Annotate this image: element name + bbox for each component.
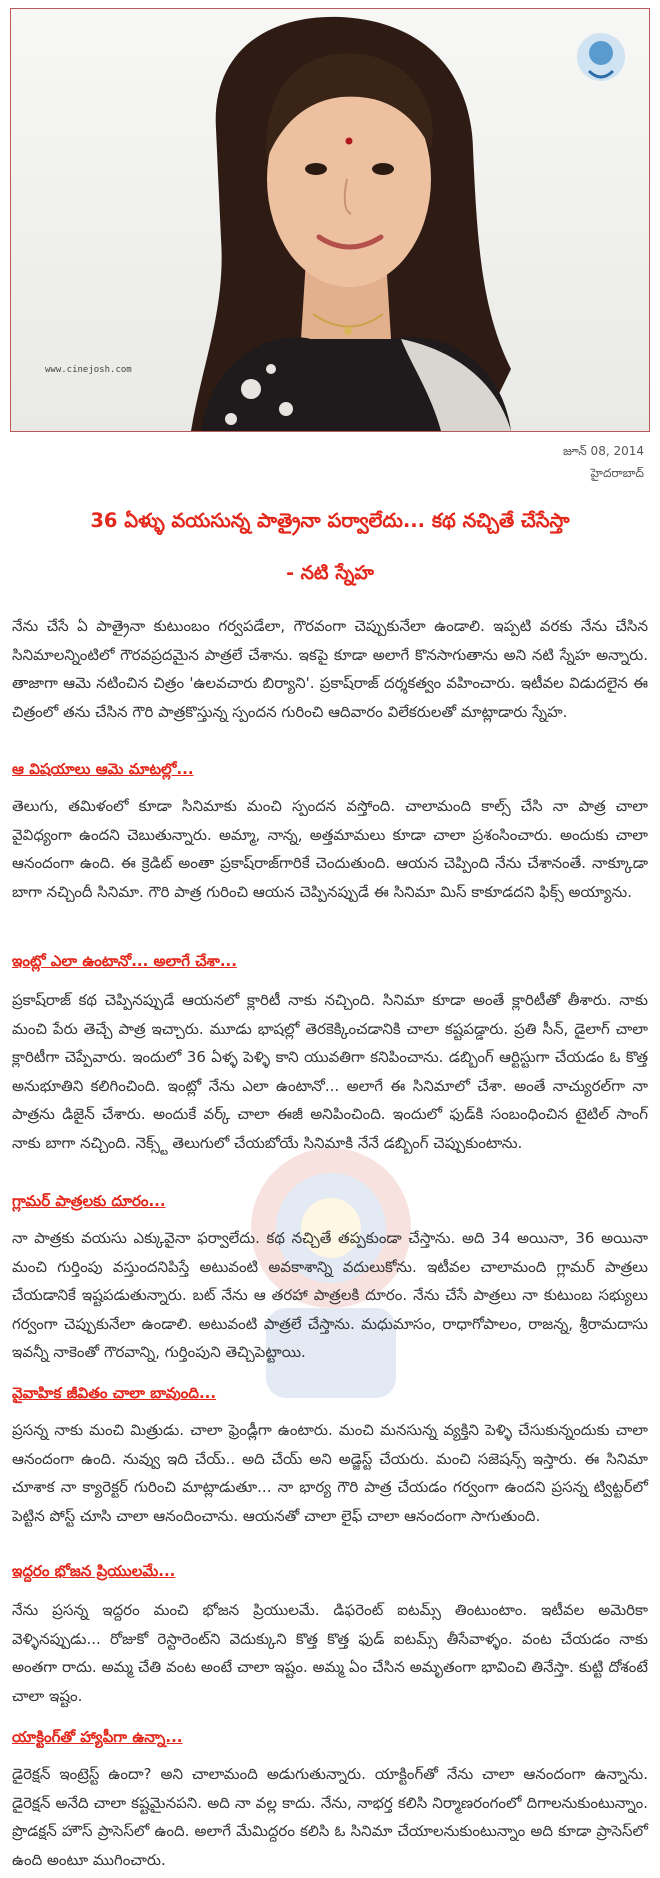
section-4-paragraph: ప్రసన్న నాకు మంచి మిత్రుడు. చాలా ఫ్రెండ్లీగా ఉంటారు. మంచి మనసున్న వ్యక్తిని పెళ్ళి చేసుకున్నందుకు చాలా ఆనందంగా ఉంది. నువ్వు ఇది చేయ్.. అది చేయ్ అని అడ్జెస్ట్ చేయరు. మంచి సజెషన్స్ ఇస్తారు. ఈ సినిమా చూశాక నా క్యారెక్టర్ గురించి మాట్లాడుతూ... నా భార్య గౌరి పాత్ర చేయడం గర్వంగా ఉందని ప్రసన్న ట్విట్టర్‌లో పెట్టిన పోస్ట్ చూసి చాలా ఆనందించాను. ఆయనతో చాలా లైఫ్ చాలా ఆనందంగా సాగుతుంది. <box>12 1421 648 1525</box>
subheading-6: యాక్టింగ్‌తో హ్యాపీగా ఉన్నా... <box>12 1728 183 1746</box>
article-headline: 36 ఏళ్ళు వయసున్న పాత్రైనా పర్వాలేదు... కథ నచ్చితే చేసేస్తా <box>90 509 570 532</box>
article-byline: - నటి స్నేహ <box>286 562 374 584</box>
section-6-paragraph: డైరెక్షన్ ఇంట్రెస్ట్ ఉందా? అని చాలామంది అడుగుతున్నారు. యాక్టింగ్‌తో నేను చాలా ఆనందంగా ఉన్నాను. డైరెక్షన్ అనేది చాలా కష్టమైనపని. అది నా వల్ల కాదు. నేను, నాభర్త కలిసి నిర్మాణరంగంలో దిగాలనుకుంటున్నాం. ప్రొడక్షన్ హౌస్ ప్రాసెస్‌లో ఉంది. అలాగే మేమిద్దరం కలిసి ఓ సినిమా చేయాలనుకుంటున్నాం అది కూడా ప్రాసెస్‌లో ఉంది అంటూ ముగించారు. <box>12 1765 649 1869</box>
section-2-paragraph: ప్రకాష్‌రాజ్ కథ చెప్పినప్పుడే ఆయనలో క్లారిటీ నాకు నచ్చింది. సినిమా కూడా అంతే క్లారిటీతో తీశారు. నాకు మంచి పేరు తెచ్చే పాత్ర ఇచ్చారు. మూడు భాషల్లో తెరకెక్కించడానికి చాలా కష్టపడ్డారు. ప్రతి సీన్, డైలాగ్ చాలా క్లారిటీగా చెప్పేవారు. ఇందులో 36 ఏళ్ళ పెళ్ళి కాని యువతిగా కనిపించాను. డబ్బింగ్ ఆర్టిస్టుగా చేయడం ఓ కొత్త అనుభూతిని కలిగించింది. ఇంట్లో నేను ఎలా ఉంటానో... అలాగే ఈ సినిమాలో చేశా. అంతే నాచ్యురల్‌గా నా పాత్రను డిజైన్ చేశారు. అందుకే వర్క్ చాలా ఈజీ అనిపించింది. ఇందులో ఫుడ్‌కి సంబంధించిన టైటిల్ సాంగ్ నాకు బాగా నచ్చింది. నెక్స్ట్ తెలుగులో చేయబోయే సినిమాకి నేనే డబ్బింగ్ చెప్పుకుంటాను. <box>12 991 648 1152</box>
intro-paragraph: నేను చేసే ఏ పాత్రైనా కుటుంబం గర్వపడేలా, గౌరవంగా చెప్పుకునేలా ఉండాలి. ఇప్పటి వరకు నేను చేసిన సినిమాలన్నింటిలో గౌరవప్రదమైన పాత్రలే చేశాను. ఇకపై కూడా అలాగే కొనసాగుతాను అని నటి స్నేహ అన్నారు. తాజాగా ఆమె నటించిన చిత్రం 'ఉలవచారు బిర్యాని'. ప్రకాష్‌రాజ్ దర్శకత్వం వహించారు. ఇటీవల విడుదలైన ఈ చిత్రంలో తను చేసిన గౌరి పాత్రకొస్తున్న స్పందన గురించి ఆదివారం విలేకరులతో మాట్లాడారు స్నేహ. <box>12 617 648 721</box>
photo-watermark: www.cinejosh.com <box>45 365 132 375</box>
section-5-paragraph: నేను ప్రసన్న ఇద్దరం మంచి భోజన ప్రియులమే. డిఫరెంట్ ఐటమ్స్ తింటుంటాం. ఇటీవల అమెరికా వెళ్ళినప్పుడు... రోజుకో రెస్టారెంట్‌ని వెదుక్కుని కొత్త కొత్త ఫుడ్ ఐటమ్స్ తీసేవాళ్ళం. వంట చేయడం నాకు అంతగా రాదు. అమ్మ చేతి వంట అంటే చాలా ఇష్టం. అమ్మ ఏం చేసిన అమృతంగా భావించి తినేస్తా. కుట్టి దోశంటే చాలా ఇష్టం. <box>12 1601 648 1705</box>
section-3-paragraph: నా పాత్రకు వయసు ఎక్కువైనా ఫర్వాలేదు. కథ నచ్చితే తప్పకుండా చేస్తాను. అది 34 అయినా, 36 అయినా మంచి గుర్తింపు వస్తుందనిపిస్తే అటువంటి అవకాశాన్ని వదులుకోను. ఇటీవల చాలామంది గ్లామర్ పాత్రలు చేయడానికే ఇష్టపడుతున్నారు. బట్ నేను ఆ తరహా పాత్రలకి దూరం. నేను చేసే పాత్రలు నా కుటుంబ సభ్యులు గర్వంగా చెప్పుకునేలా ఉండాలి. అటువంటి పాత్రలే చేస్తాను. మధుమాసం, రాధాగోపాలం, రాజన్న, శ్రీరామదాసు ఇవన్నీ నాకెంతో గౌరవాన్ని, గుర్తింపుని తెచ్చిపెట్టాయి. <box>12 1229 648 1362</box>
article-location: హైదరాబాద్ <box>590 466 644 480</box>
subheading-5: ఇద్దరం భోజన ప్రియులమే... <box>12 1562 176 1580</box>
subheading-2: ఇంట్లో ఎలా ఉంటానో... అలాగే చేశా... <box>12 952 237 970</box>
site-logo <box>577 33 625 81</box>
subheading-4: వైవాహిక జీవితం చాలా బావుంది... <box>12 1384 217 1402</box>
subheading-3: గ్లామర్ పాత్రలకు దూరం... <box>12 1192 166 1210</box>
subheading-1: ఆ విషయాలు ఆమె మాటల్లో... <box>12 760 194 778</box>
section-1-paragraph: తెలుగు, తమిళంలో కూడా సినిమాకు మంచి స్పందన వస్తోంది. చాలామంది కాల్స్ చేసి నా పాత్ర చాలా వైవిధ్యంగా ఉందని చెబుతున్నారు. అమ్మా, నాన్న, అత్తమామలు కూడా చాలా ప్రశంసించారు. అందుకు చాలా ఆనందంగా ఉంది. ఈ క్రెడిట్ అంతా ప్రకాష్‌రాజ్‌గారికే చెందుతుంది. ఆయన చెప్పింది నేను చేశానంతే. నాక్కూడా బాగా నచ్చిందీ సినిమా. గౌరి పాత్ర గురించి ఆయన చెప్పినప్పుడే ఈ సినిమా మిస్ కాకూడదని ఫిక్స్ అయ్యాను. <box>12 797 648 901</box>
article-date: జూన్ 08, 2014 <box>562 444 644 458</box>
article-photo <box>10 8 650 432</box>
